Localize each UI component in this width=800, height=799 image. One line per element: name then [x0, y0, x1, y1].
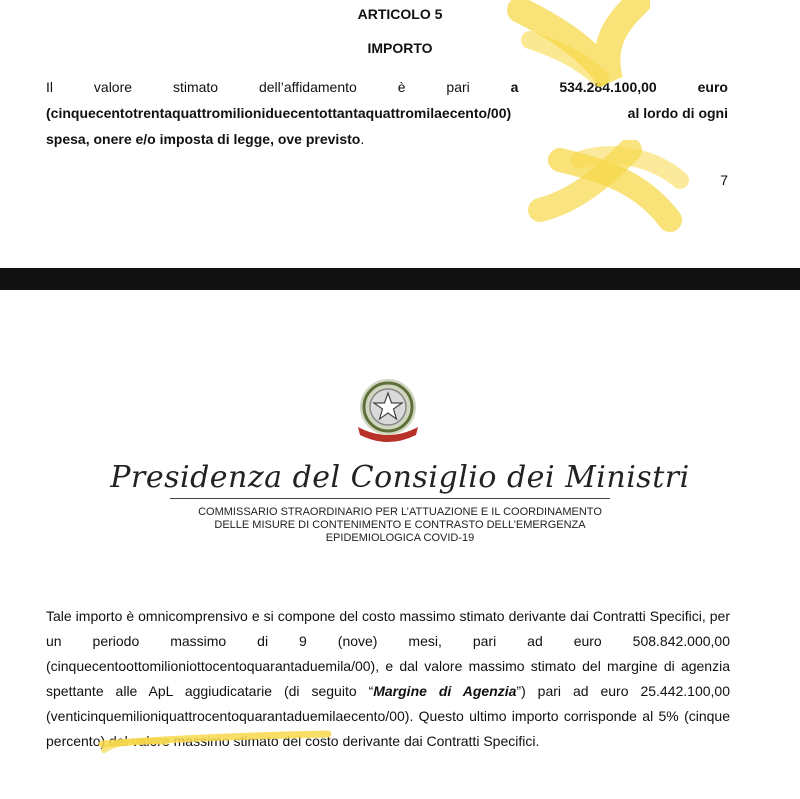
commissario-line: EPIDEMIOLOGICA COVID-19 [325, 532, 475, 544]
commissario-line: COMMISSARIO STRAORDINARIO PER L’ATTUAZIONE E IL COORDINAMENTO [198, 506, 602, 518]
text-fragment: al lordo di ogni [627, 105, 728, 121]
page-divider [0, 268, 800, 290]
institution-underline [170, 498, 610, 499]
paragraph-line-1 [46, 74, 728, 100]
institution-name: Presidenza del Consiglio dei Ministri [110, 460, 690, 495]
text-fragment: ”) pari ad euro 25.442.100,00 (venticinquemilioniquattrocentoquarantaduemilaecento/00). Questo ultimo importo corrisponde al 5% (cinque percento) del valore massimo stimato del costo derivante dai Contratti Specifici. [46, 683, 730, 749]
article-subtitle: IMPORTO [367, 40, 433, 56]
article-title: ARTICOLO 5 [357, 6, 443, 22]
commissario-heading [0, 506, 800, 545]
word: euro [697, 79, 728, 95]
amount-in-words: (cinquecentotrentaquattromilioniduecentottantaquattromilaecento/00) [46, 105, 512, 121]
word: stimato [172, 79, 219, 95]
word: pari [446, 79, 470, 95]
word: è [397, 79, 406, 95]
paragraph-line-3 [46, 126, 728, 152]
text-fragment: spesa, onere e/o imposta di legge, ove previsto [46, 131, 361, 147]
defined-term: Margine di Agenzia [373, 683, 517, 699]
period: . [360, 131, 365, 147]
word: valore [93, 79, 133, 95]
top-page [0, 0, 800, 268]
text-fragment: Tale importo è omnicomprensivo e si compone del costo massimo stimato derivante dai Contratti Specifici, per un periodo massimo di 9 (nove) mesi, pari ad euro 508.842.000,00 (cinquecentoottomilioniottocentoquarantaduemila/00), e dal valore massimo stimato del margine di agenzia spettante alle ApL aggiudicatarie (di seguito “ [46, 608, 730, 699]
paragraph-line-2 [46, 100, 728, 126]
article-paragraph [46, 74, 728, 152]
body-paragraph [46, 604, 730, 754]
word: a [510, 79, 519, 95]
word: dell’affidamento [258, 79, 357, 95]
page-number: 7 [720, 172, 728, 188]
word: Il [46, 79, 53, 95]
republic-emblem-icon [350, 375, 426, 447]
commissario-line: DELLE MISURE DI CONTENIMENTO E CONTRASTO DELL’EMERGENZA [214, 519, 586, 531]
amount-total: 534.284.100,00 [559, 79, 657, 95]
